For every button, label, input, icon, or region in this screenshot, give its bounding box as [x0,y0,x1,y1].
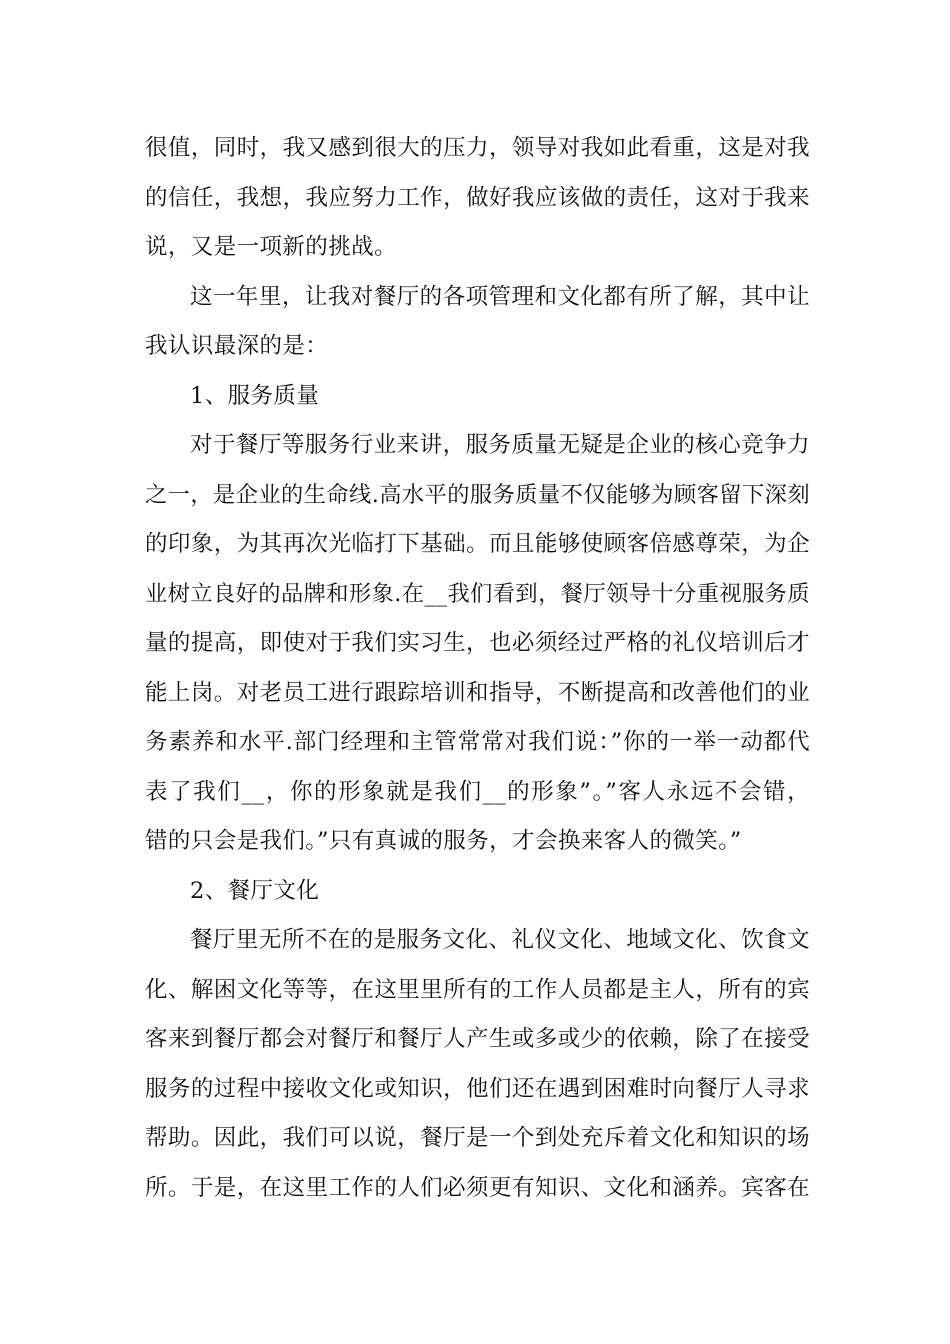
text-line: 帮助。因此，我们可以说，餐厅是一个到处充斥着文化和知识的场 [145,1125,810,1151]
text-line: 服务的过程中接收文化或知识，他们还在遇到困难时向餐厅人寻求 [145,1075,810,1102]
text-line: 客来到餐厅都会对餐厅和餐厅人产生或多或少的依赖，除了在接受 [145,1026,810,1052]
document-body [145,124,810,1213]
text-line: 表了我们__，你的形象就是我们__的形象”。”客人永远不会错， [145,778,810,805]
text-line: 错的只会是我们。”只有真诚的服务，才会换来客人的微笑。” [145,828,742,854]
text-line: 很值，同时，我又感到很大的压力，领导对我如此看重，这是对我 [145,135,810,161]
text-line: 化、解困文化等等，在这里里所有的工作人员都是主人，所有的宾 [145,976,810,1003]
text-line: 的印象，为其再次光临打下基础。而且能够使顾客倍感尊荣，为企 [145,531,810,557]
text-line: 我认识最深的是： [145,333,329,359]
text-line: 之一，是企业的生命线.高水平的服务质量不仅能够为顾客留下深刻 [145,481,810,508]
text-line: 对于餐厅等服务行业来讲，服务质量无疑是企业的核心竞争力 [190,432,810,458]
text-line: 业树立良好的品牌和形象.在__我们看到，餐厅领导十分重视服务质 [145,580,810,607]
text-line: 餐厅里无所不在的是服务文化、礼仪文化、地域文化、饮食文 [190,927,810,953]
text-line: 所。于是，在这里工作的人们必须更有知识、文化和涵养。宾客在 [145,1174,810,1201]
text-line: 量的提高，即使对于我们实习生，也必须经过严格的礼仪培训后才 [145,630,810,656]
text-line: 说，又是一项新的挑战。 [145,234,397,260]
text-line: 务素养和水平.部门经理和主管常常对我们说：”你的一举一动都代 [145,729,810,755]
section-heading: 1、服务质量 [190,382,320,409]
text-line: 能上岗。对老员工进行跟踪培训和指导，不断提高和改善他们的业 [145,679,810,706]
text-line: 这一年里，让我对餐厅的各项管理和文化都有所了解，其中让 [190,283,810,310]
text-line: 的信任，我想，我应努力工作，做好我应该做的责任，这对于我来 [145,184,810,211]
section-heading: 2、餐厅文化 [190,877,320,904]
